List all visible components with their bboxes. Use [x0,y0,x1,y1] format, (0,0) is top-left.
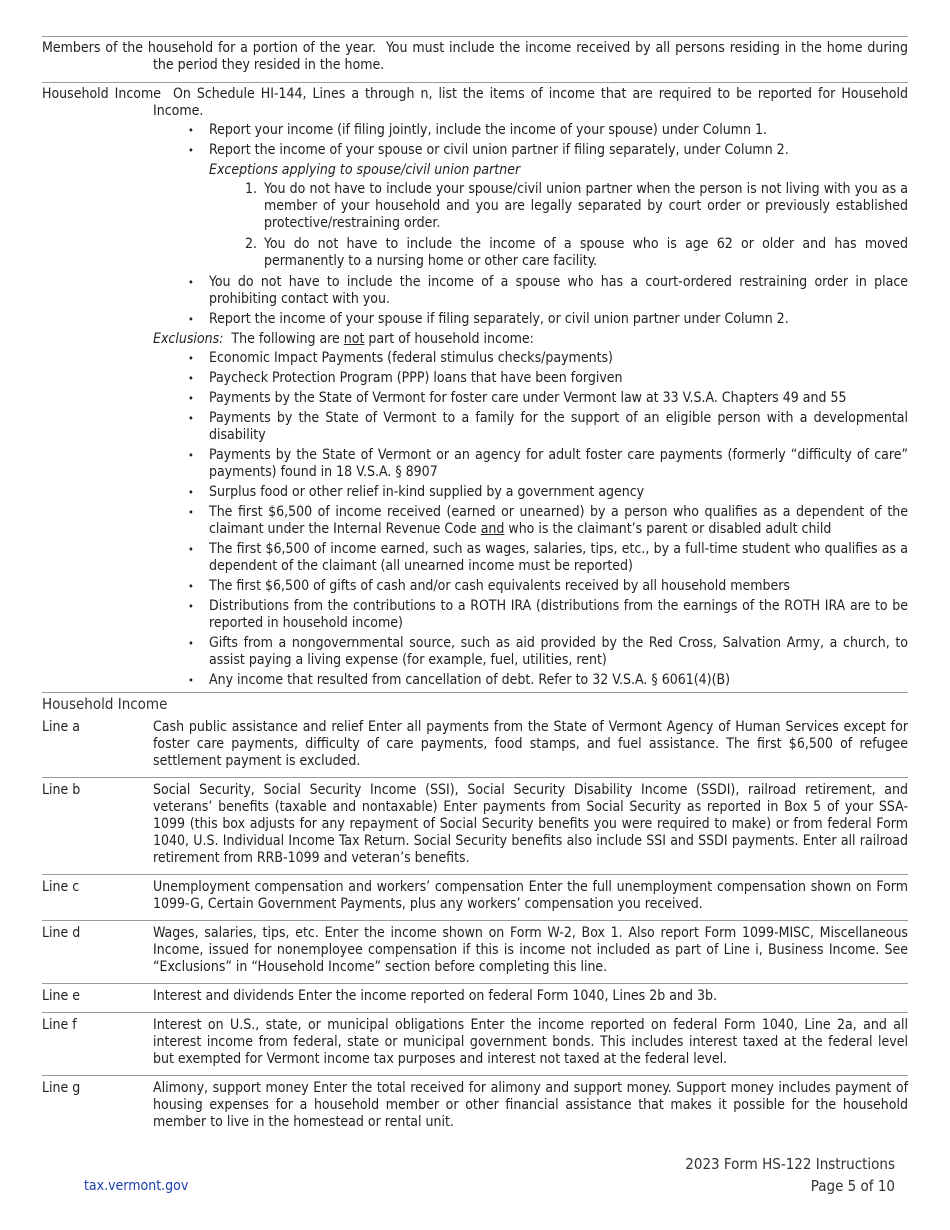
income-lines [42,715,908,1138]
exclusion-text: who is the claimant’s parent or disabled adult child [508,521,832,537]
income-line-e [42,983,908,1012]
bullet-item: • Report your income (if filing jointly, include the income of your spouse) under Column 1. [42,122,908,139]
line-label: Line g [42,1080,81,1096]
footer-form-title: 2023 Form HS-122 Instructions [685,1155,895,1173]
exclusions-text: part of household income: [368,331,534,347]
exclusion-item: • Paycheck Protection Program (PPP) loans that have been forgiven [42,370,908,387]
members-paragraph [42,36,908,82]
line-label: Line b [42,782,81,798]
line-text: Social Security, Social Security Income (SSI), Social Security Disability Income (SSDI), railroad retirement, and veterans’ benefits (taxable and nontaxable) Enter payments from Social Security as reported in Box 5 of your SSA-1099 (this box adjusts for any repayment of Social Security benefits you were required to make) or from federal Form 1040, U.S. Individual Income Tax Return. Social Security benefits also include SSI and SSDI payments. Enter all railroad retirement from RRB-1099 and veteran’s benefits. [153,782,908,866]
exclusions-text: The following are [231,331,340,347]
exclusions-label: Exclusions: [153,331,224,347]
exclusions-intro [42,331,908,348]
line-label: Line d [42,925,81,941]
members-text: You must include the income received by all persons residing in the home during the period they resided in the home. [153,40,908,73]
exclusion-text: The first $6,500 of income received (earned or unearned) by a person who qualifies as a dependent of the claimant under the Internal Revenue Code [209,504,908,537]
footer-website-link[interactable]: tax.vermont.gov [84,1178,189,1194]
exclusion-item: • Payments by the State of Vermont to a family for the support of an eligible person with a developmental disability [42,410,908,444]
exclusion-item: • Payments by the State of Vermont for foster care under Vermont law at 33 V.S.A. Chapters 49 and 55 [42,390,908,407]
line-text: Wages, salaries, tips, etc. Enter the income shown on Form W-2, Box 1. Also report Form 1099-MISC, Miscellaneous Income, issued for nonemployee compensation if this is income not included as part of Line i, Business Income. See “Exclusions” in “Household Income” section before completing this line. [153,925,908,975]
exclusion-item: • Gifts from a nongovernmental source, such as aid provided by the Red Cross, Salvation Army, a church, to assist paying a living expense (for example, fuel, utilities, rent) [42,635,908,669]
income-line-d [42,920,908,983]
footer-page-info [685,1153,895,1197]
numbered-item [42,236,908,270]
income-line-f [42,1012,908,1075]
item-number: 1. [245,181,258,197]
item-text: You do not have to include your spouse/civil union partner when the person is not living with you as a member of your household and you are legally separated by court order or previously established protective/restraining order. [264,181,908,231]
exclusion-item: • The first $6,500 of gifts of cash and/or cash equivalents received by all household members [42,578,908,595]
household-income-intro-text: On Schedule HI-144, Lines a through n, list the items of income that are required to be reported for Household Income. [153,86,908,119]
line-text: Cash public assistance and relief Enter all payments from the State of Vermont Agency of Human Services except for foster care payments, difficulty of care payments, food stamps, and fuel assistance. The first $6,500 of refugee settlement payment is excluded. [153,719,908,769]
line-text: Interest on U.S., state, or municipal obligations Enter the income reported on federal Form 1040, Line 2a, and all interest income from federal, state or municipal government bonds. This includes interest taxed at the federal level but exempted for Vermont income tax purposes and interest not taxed at the federal level. [153,1017,908,1067]
line-label: Line e [42,988,81,1004]
income-line-a [42,715,908,777]
item-number: 2. [245,236,258,252]
line-text: Alimony, support money Enter the total received for alimony and support money. Support money includes payment of housing expenses for a household member or other financial assistance that makes it possible for the household member to live in the homestead or rental unit. [153,1080,908,1130]
income-line-g [42,1075,908,1138]
household-income-title: Household Income [42,692,908,715]
numbered-item [42,181,908,232]
and-underlined: and [480,521,505,537]
page-content [42,36,908,1138]
bullet-item: • Report the income of your spouse if filing separately, or civil union partner under Column 2. [42,311,908,328]
household-income-heading: Household Income [42,86,162,102]
line-label: Line c [42,879,80,895]
not-underlined: not [343,331,365,347]
household-income-section [42,82,908,689]
exclusion-item: • Economic Impact Payments (federal stimulus checks/payments) [42,350,908,367]
bullet-item: • You do not have to include the income of a spouse who has a court-ordered restraining order in place prohibiting contact with you. [42,274,908,308]
exclusion-item: • Payments by the State of Vermont or an agency for adult foster care payments (formerly “difficulty of care” payments) found in 18 V.S.A. § 8907 [42,447,908,481]
line-text: Unemployment compensation and workers’ compensation Enter the full unemployment compensation shown on Form 1099-G, Certain Government Payments, plus any workers’ compensation you received. [153,879,908,912]
household-income-intro [42,86,908,120]
members-title: Members of the household for a portion of the year. [42,40,377,56]
exclusion-item [42,504,908,538]
bullet-item: • Report the income of your spouse or civil union partner if filing separately, under Column 2. [42,142,908,159]
exclusion-item: • Any income that resulted from cancellation of debt. Refer to 32 V.S.A. § 6061(4)(B) [42,672,908,689]
line-text: Interest and dividends Enter the income reported on federal Form 1040, Lines 2b and 3b. [153,988,717,1004]
exceptions-heading: Exceptions applying to spouse/civil union partner [209,162,521,178]
income-line-b [42,777,908,874]
item-text: You do not have to include the income of a spouse who is age 62 or older and has moved permanently to a nursing home or other care facility. [264,236,908,269]
exclusion-item: • Distributions from the contributions to a ROTH IRA (distributions from the earnings of the ROTH IRA are to be reported in household income) [42,598,908,632]
line-label: Line a [42,719,80,735]
exclusion-item: • Surplus food or other relief in-kind supplied by a government agency [42,484,908,501]
exclusion-item: • The first $6,500 of income earned, such as wages, salaries, tips, etc., by a full-time student who qualifies as a dependent of the claimant (all unearned income must be reported) [42,541,908,575]
footer-page-number: Page 5 of 10 [810,1177,895,1195]
line-label: Line f [42,1017,77,1033]
income-line-c [42,874,908,920]
